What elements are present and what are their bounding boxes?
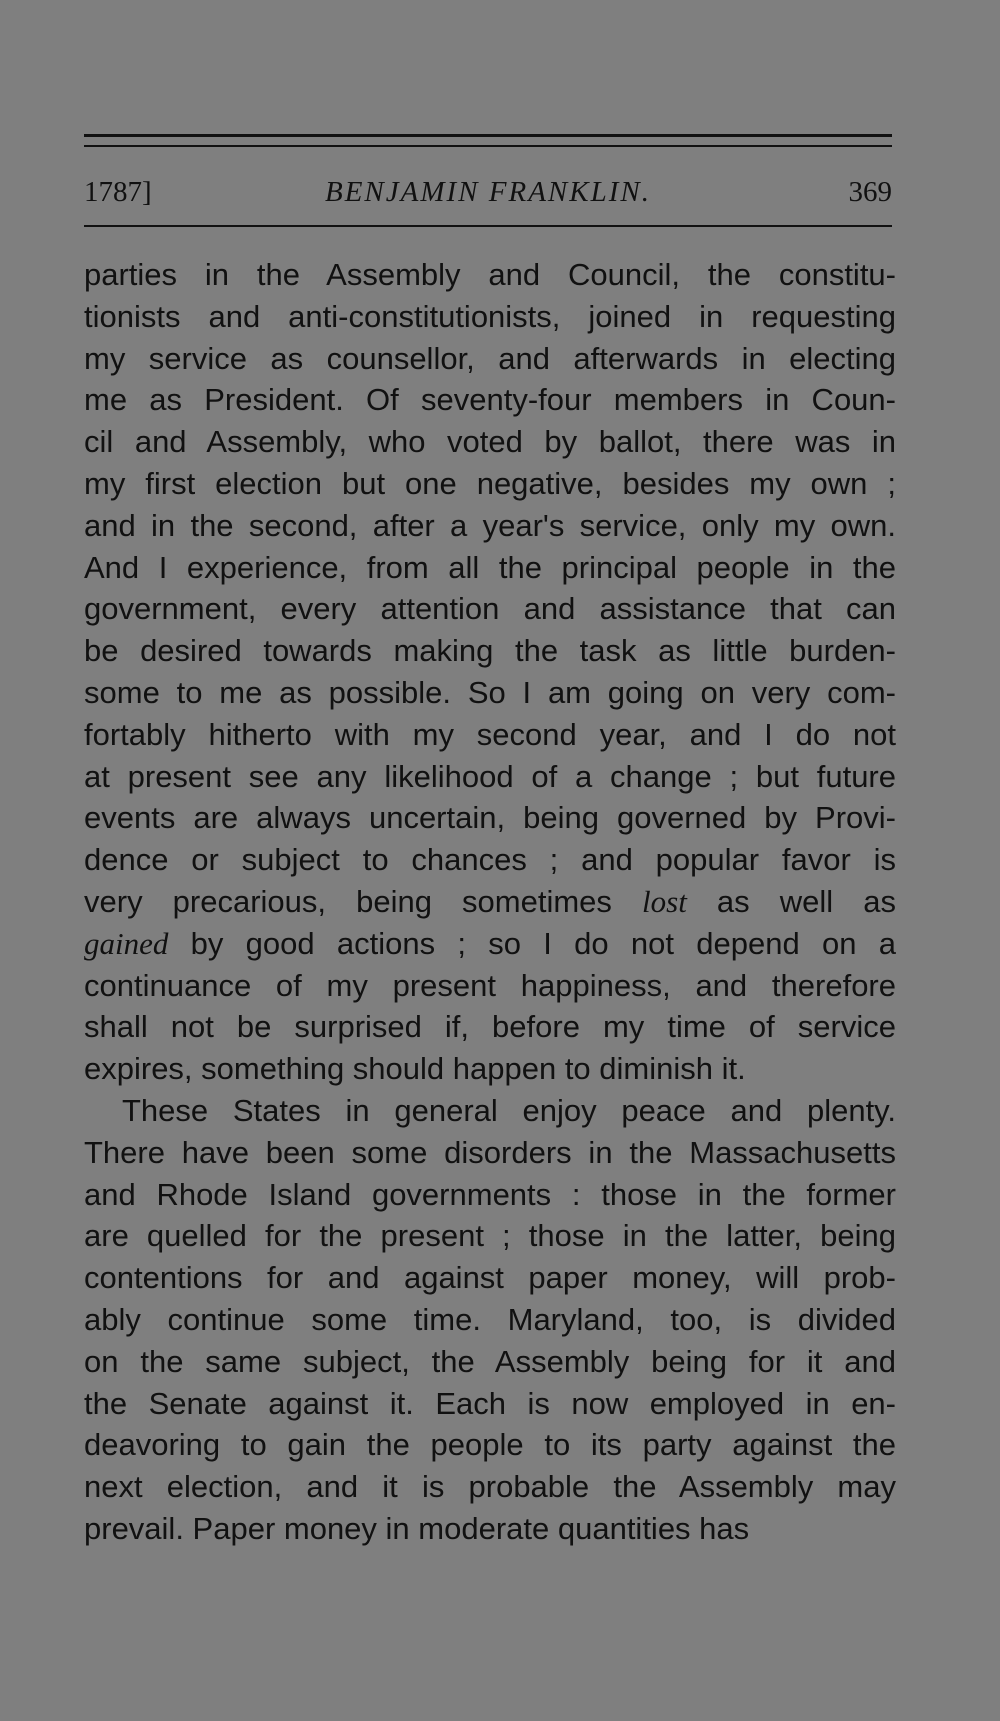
text-line: events are always uncertain, being governed by Provi-	[84, 800, 896, 836]
text-line: on the same subject, the Assembly being for it and	[84, 1343, 896, 1379]
text-run: as well as	[686, 883, 896, 919]
text-line: dence or subject to chances ; and popular favor is	[84, 842, 896, 878]
text-line: tionists and anti-constitutionists, joined in requesting	[84, 298, 896, 334]
text-run: very precarious, being sometimes	[84, 883, 643, 919]
text-line: contentions for and against paper money, will prob-	[84, 1260, 896, 1296]
text-line: These States in general enjoy peace and plenty.	[122, 1092, 896, 1128]
text-line: be desired towards making the task as little burden-	[84, 633, 896, 669]
running-head-title: BENJAMIN FRANKLIN.	[325, 176, 651, 208]
text-line	[84, 923, 896, 965]
text-line: prevail. Paper money in moderate quantities has	[84, 1510, 750, 1546]
text-run: by good actions ; so I do not depend on a	[168, 925, 896, 961]
running-head	[84, 172, 892, 212]
text-line: expires, something should happen to diminish it.	[84, 1051, 746, 1087]
text-line: and Rhode Island governments : those in the former	[84, 1176, 896, 1212]
text-line: deavoring to gain the people to its party against the	[84, 1427, 896, 1463]
text-line: government, every attention and assistance that can	[84, 591, 896, 627]
text-line: at present see any likelihood of a change ; but future	[84, 758, 896, 794]
text-line: shall not be surprised if, before my time of service	[84, 1009, 896, 1045]
text-line: ably continue some time. Maryland, too, is divided	[84, 1301, 896, 1337]
paragraph	[84, 1090, 896, 1550]
running-head-year: 1787]	[84, 176, 152, 208]
text-line: my first election but one negative, besides my own ;	[84, 465, 896, 501]
text-line: There have been some disorders in the Massachusetts	[84, 1134, 896, 1170]
header-rule-top	[84, 134, 892, 137]
text-line: some to me as possible. So I am going on very com-	[84, 674, 896, 710]
header-rule-second	[84, 145, 892, 147]
header-rule-bottom	[84, 225, 892, 227]
text-line: cil and Assembly, who voted by ballot, there was in	[84, 424, 896, 460]
text-line: me as President. Of seventy-four members in Coun-	[84, 382, 896, 418]
italic-word: gained	[84, 925, 169, 961]
body-text	[84, 254, 896, 1550]
page-number: 369	[848, 176, 892, 208]
text-line: And I experience, from all the principal people in the	[84, 549, 896, 585]
text-line: are quelled for the present ; those in the latter, being	[84, 1218, 896, 1254]
text-line: fortably hitherto with my second year, and I do not	[84, 716, 896, 752]
text-line: parties in the Assembly and Council, the constitu-	[84, 257, 896, 292]
text-line: next election, and it is probable the Assembly may	[84, 1469, 896, 1505]
text-line: the Senate against it. Each is now employed in en-	[84, 1385, 896, 1421]
text-line	[84, 881, 896, 923]
text-line: continuance of my present happiness, and therefore	[84, 967, 896, 1003]
italic-word: lost	[642, 883, 687, 919]
paragraph	[84, 254, 896, 1090]
text-line: and in the second, after a year's service, only my own.	[84, 507, 896, 543]
text-line: my service as counsellor, and afterwards in electing	[84, 340, 896, 376]
